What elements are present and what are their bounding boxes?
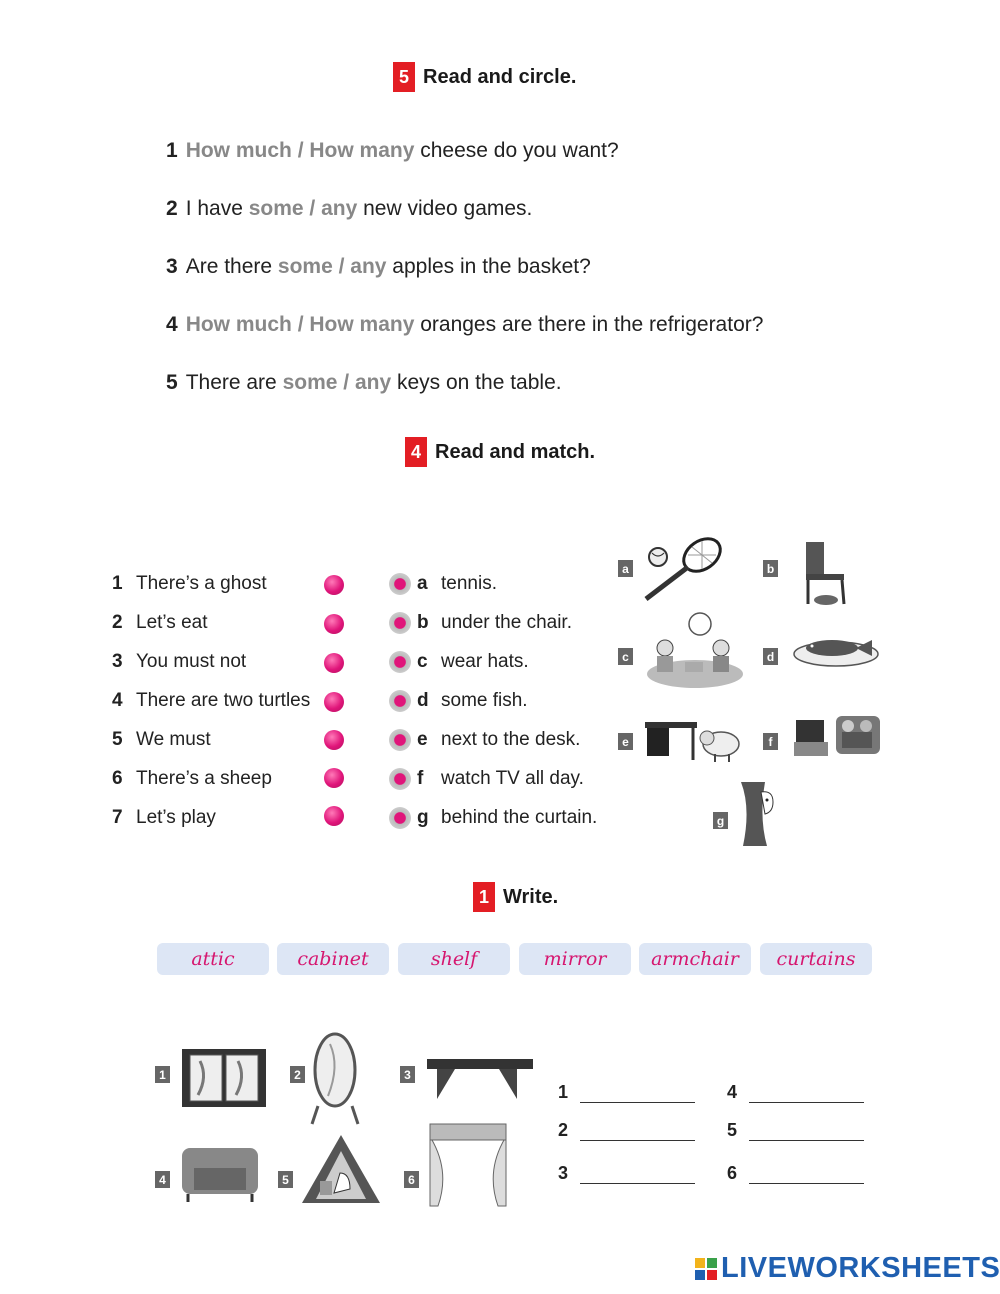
answer-line-5[interactable]: 5 bbox=[727, 1120, 864, 1141]
match-dot-left-7[interactable] bbox=[324, 806, 344, 826]
match-right-a: a tennis. bbox=[417, 573, 497, 594]
write-picture-label-2: 2 bbox=[290, 1066, 305, 1083]
match-dot-left-2[interactable] bbox=[324, 614, 344, 634]
armchair-picture bbox=[180, 1144, 260, 1204]
match-left-2: 2 Let’s eat bbox=[112, 612, 208, 633]
logo-text: LIVEWORKSHEETS bbox=[721, 1252, 1000, 1284]
match-dot-right-a[interactable] bbox=[389, 573, 411, 595]
picture-label-b: b bbox=[763, 560, 778, 577]
answer-line-6[interactable]: 6 bbox=[727, 1163, 864, 1184]
circle-options-1[interactable]: How much / How many bbox=[185, 139, 415, 162]
match-left-6: 6 There’s a sheep bbox=[112, 768, 272, 789]
picture-label-d: d bbox=[763, 648, 778, 665]
attic-picture bbox=[300, 1133, 382, 1205]
circle-options-4[interactable]: How much / How many bbox=[185, 313, 415, 336]
desk-sheep-picture bbox=[645, 718, 745, 766]
write-picture-label-6: 6 bbox=[404, 1171, 419, 1188]
circle-question-2: 2 I have some / any new video games. bbox=[166, 197, 533, 220]
write-picture-label-5: 5 bbox=[278, 1171, 293, 1188]
section-4-title: Read and match. bbox=[435, 440, 596, 463]
circle-options-2[interactable]: some / any bbox=[248, 197, 358, 220]
section-1-badge: 1 bbox=[473, 882, 495, 912]
picture-label-f: f bbox=[763, 733, 778, 750]
section-4-header bbox=[405, 437, 595, 467]
tv-watching-picture bbox=[792, 710, 882, 770]
match-left-5: 5 We must bbox=[112, 729, 211, 750]
match-left-4: 4 There are two turtles bbox=[112, 690, 311, 711]
mirror-picture bbox=[308, 1030, 363, 1126]
match-dot-left-4[interactable] bbox=[324, 692, 344, 712]
liveworksheets-logo bbox=[695, 1252, 1000, 1285]
answer-line-1[interactable]: 1 bbox=[558, 1082, 695, 1103]
section-1-header bbox=[473, 882, 558, 912]
curtains-picture bbox=[428, 1122, 508, 1208]
circle-options-3[interactable]: some / any bbox=[277, 255, 387, 278]
circle-question-3: 3 Are there some / any apples in the basket? bbox=[166, 255, 591, 278]
circle-question-4: 4 How much / How many oranges are there in the refrigerator? bbox=[166, 313, 764, 336]
write-picture-label-1: 1 bbox=[155, 1066, 170, 1083]
match-right-c: c wear hats. bbox=[417, 651, 529, 672]
match-dot-left-3[interactable] bbox=[324, 653, 344, 673]
match-right-d: d some fish. bbox=[417, 690, 528, 711]
circle-question-1: 1 How much / How many cheese do you want? bbox=[166, 139, 619, 162]
picture-label-a: a bbox=[618, 560, 633, 577]
match-right-g: g behind the curtain. bbox=[417, 807, 598, 828]
answer-line-3[interactable]: 3 bbox=[558, 1163, 695, 1184]
section-4-badge: 4 bbox=[405, 437, 427, 467]
picture-label-c: c bbox=[618, 648, 633, 665]
tennis-racket-picture bbox=[640, 533, 730, 603]
section-5-title: Read and circle. bbox=[423, 65, 577, 88]
word-box-curtains: curtains bbox=[760, 943, 872, 975]
match-dot-right-b[interactable] bbox=[389, 612, 411, 634]
picture-label-e: e bbox=[618, 733, 633, 750]
cabinet-picture bbox=[180, 1047, 268, 1109]
match-dot-right-e[interactable] bbox=[389, 729, 411, 751]
match-left-3: 3 You must not bbox=[112, 651, 247, 672]
section-5-header bbox=[393, 62, 576, 92]
match-dot-right-c[interactable] bbox=[389, 651, 411, 673]
match-left-7: 7 Let’s play bbox=[112, 807, 216, 828]
chair-picture bbox=[800, 540, 855, 608]
write-picture-label-4: 4 bbox=[155, 1171, 170, 1188]
match-right-e: e next to the desk. bbox=[417, 729, 581, 750]
beach-kids-picture bbox=[645, 610, 745, 690]
curtain-ghost-picture bbox=[737, 778, 782, 850]
circle-question-5: 5 There are some / any keys on the table. bbox=[166, 371, 562, 394]
picture-label-g: g bbox=[713, 812, 728, 829]
match-left-1: 1 There’s a ghost bbox=[112, 573, 267, 594]
match-dot-left-6[interactable] bbox=[324, 768, 344, 788]
match-dot-left-1[interactable] bbox=[324, 575, 344, 595]
circle-options-5[interactable]: some / any bbox=[282, 371, 392, 394]
word-box-attic: attic bbox=[157, 943, 269, 975]
match-dot-right-d[interactable] bbox=[389, 690, 411, 712]
match-dot-left-5[interactable] bbox=[324, 730, 344, 750]
match-right-f: f watch TV all day. bbox=[417, 768, 584, 789]
word-box-mirror: mirror bbox=[519, 943, 631, 975]
word-box-cabinet: cabinet bbox=[277, 943, 389, 975]
word-box-shelf: shelf bbox=[398, 943, 510, 975]
match-dot-right-g[interactable] bbox=[389, 807, 411, 829]
shelf-picture bbox=[425, 1055, 535, 1103]
match-dot-right-f[interactable] bbox=[389, 768, 411, 790]
answer-line-2[interactable]: 2 bbox=[558, 1120, 695, 1141]
fish-plate-picture bbox=[792, 630, 880, 670]
answer-line-4[interactable]: 4 bbox=[727, 1082, 864, 1103]
section-1-title: Write. bbox=[503, 885, 559, 908]
section-5-badge: 5 bbox=[393, 62, 415, 92]
match-right-b: b under the chair. bbox=[417, 612, 572, 633]
logo-blocks-icon bbox=[695, 1258, 717, 1280]
word-box-armchair: armchair bbox=[639, 943, 751, 975]
write-picture-label-3: 3 bbox=[400, 1066, 415, 1083]
